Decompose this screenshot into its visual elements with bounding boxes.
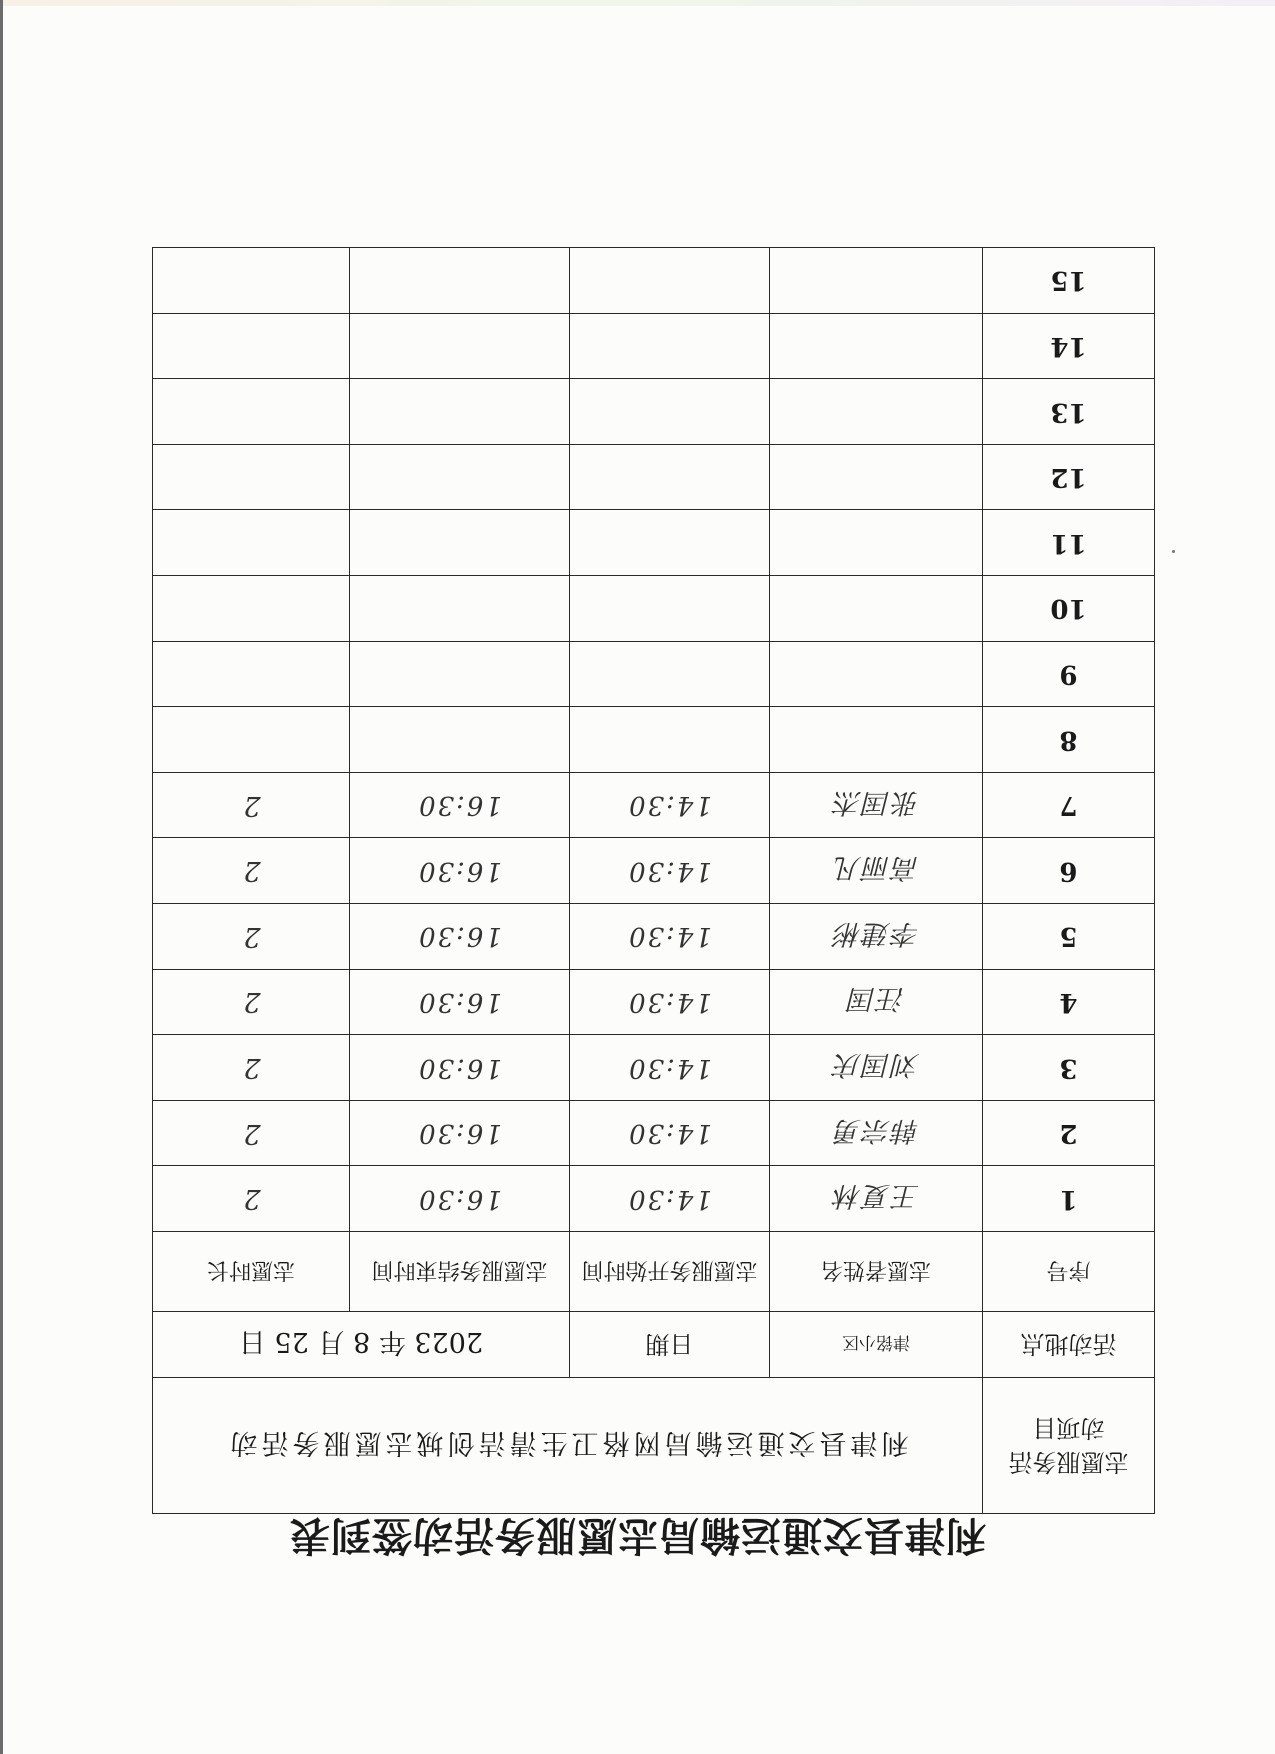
project-value: 利津县交通运输局网格卫生清洁创城志愿服务活动 bbox=[226, 1427, 909, 1458]
header-end: 志愿服务结束时间 bbox=[371, 1257, 548, 1282]
cell-name bbox=[770, 510, 983, 576]
table-row bbox=[152, 772, 1154, 838]
row-end: 16:30 bbox=[417, 1052, 502, 1083]
cell-hours bbox=[152, 641, 349, 707]
cell-hours bbox=[152, 904, 349, 970]
row-start: 14:30 bbox=[627, 790, 712, 821]
row-start: 14:30 bbox=[627, 1052, 712, 1083]
date-value: 2023 年 8 月 25 日 bbox=[238, 1326, 484, 1357]
cell-end bbox=[350, 772, 570, 838]
cell-start bbox=[570, 772, 770, 838]
cell-start bbox=[570, 707, 770, 773]
cell-start bbox=[570, 379, 770, 445]
row-number: 6 bbox=[1059, 855, 1078, 886]
cell-no bbox=[983, 248, 1155, 314]
table-row bbox=[152, 641, 1154, 707]
cell-end bbox=[350, 576, 570, 642]
row-end: 16:30 bbox=[417, 1183, 502, 1214]
row-name: 韩宗勇 bbox=[832, 1114, 920, 1146]
cell-no bbox=[983, 1166, 1155, 1232]
cell-start bbox=[570, 641, 770, 707]
cell-start bbox=[570, 444, 770, 510]
row-number: 13 bbox=[1050, 396, 1087, 427]
cell-end bbox=[350, 379, 570, 445]
row-name: 李建彬 bbox=[832, 917, 920, 949]
location-value: 津铭小区 bbox=[842, 1332, 910, 1352]
table-row bbox=[152, 313, 1154, 379]
table-row bbox=[152, 904, 1154, 970]
date-label-cell bbox=[570, 1312, 770, 1378]
table-row bbox=[152, 707, 1154, 773]
cell-name bbox=[770, 707, 983, 773]
row-start: 14:30 bbox=[627, 921, 712, 952]
table-row bbox=[152, 444, 1154, 510]
cell-start bbox=[570, 576, 770, 642]
row-name: 张国杰 bbox=[832, 786, 920, 818]
cell-no bbox=[983, 641, 1155, 707]
cell-name bbox=[770, 444, 983, 510]
row-number: 9 bbox=[1059, 658, 1078, 689]
cell-end bbox=[350, 248, 570, 314]
cell-no bbox=[983, 772, 1155, 838]
row-end: 16:30 bbox=[417, 921, 502, 952]
cell-end bbox=[350, 444, 570, 510]
cell-no bbox=[983, 707, 1155, 773]
table-row bbox=[152, 379, 1154, 445]
row-hours: 2 bbox=[241, 986, 261, 1018]
cell-no bbox=[983, 576, 1155, 642]
cell-name bbox=[770, 772, 983, 838]
scan-speck bbox=[1172, 550, 1175, 553]
cell-name bbox=[770, 576, 983, 642]
project-label-cell bbox=[983, 1378, 1155, 1514]
sign-in-table bbox=[152, 247, 1155, 1514]
cell-end bbox=[350, 1035, 570, 1101]
header-name: 志愿者姓名 bbox=[821, 1257, 932, 1282]
row-end: 16:30 bbox=[417, 1118, 502, 1149]
cell-no bbox=[983, 1100, 1155, 1166]
table-row bbox=[152, 1166, 1154, 1232]
row-hours: 2 bbox=[241, 789, 261, 821]
table-row bbox=[152, 838, 1154, 904]
row-start: 14:30 bbox=[627, 855, 712, 886]
row-start: 14:30 bbox=[627, 1183, 712, 1214]
cell-hours bbox=[152, 707, 349, 773]
cell-no bbox=[983, 969, 1155, 1035]
row-number: 1 bbox=[1059, 1183, 1078, 1214]
cell-hours bbox=[152, 576, 349, 642]
table-row bbox=[152, 969, 1154, 1035]
location-label: 活动地点 bbox=[1020, 1330, 1117, 1359]
row-number: 3 bbox=[1059, 1052, 1078, 1083]
header-no-cell bbox=[983, 1232, 1155, 1312]
cell-no bbox=[983, 904, 1155, 970]
date-value-cell bbox=[152, 1312, 569, 1378]
cell-name bbox=[770, 1100, 983, 1166]
header-row bbox=[152, 1232, 1154, 1312]
table-row bbox=[152, 1100, 1154, 1166]
cell-end bbox=[350, 510, 570, 576]
row-hours: 2 bbox=[241, 1183, 261, 1215]
row-hours: 2 bbox=[241, 920, 261, 952]
cell-hours bbox=[152, 838, 349, 904]
table-row bbox=[152, 576, 1154, 642]
row-name: 高丽凡 bbox=[832, 852, 920, 884]
cell-name bbox=[770, 1035, 983, 1101]
cell-name bbox=[770, 969, 983, 1035]
sheet-title: 利津县交通运输局志愿服务活动签到表 bbox=[289, 1512, 986, 1558]
row-number: 4 bbox=[1059, 986, 1078, 1017]
cell-end bbox=[350, 1100, 570, 1166]
cell-name bbox=[770, 313, 983, 379]
cell-hours bbox=[152, 379, 349, 445]
cell-start bbox=[570, 1035, 770, 1101]
row-number: 11 bbox=[1050, 527, 1087, 558]
header-name-cell bbox=[770, 1232, 983, 1312]
cell-name bbox=[770, 248, 983, 314]
row-name: 王夏林 bbox=[832, 1180, 920, 1212]
cell-end bbox=[350, 641, 570, 707]
row-number: 5 bbox=[1059, 921, 1078, 952]
location-value-cell bbox=[770, 1312, 983, 1378]
project-label: 志愿服务活动项目 bbox=[1008, 1414, 1129, 1477]
location-date-row bbox=[152, 1312, 1154, 1378]
cell-end bbox=[350, 1166, 570, 1232]
project-row bbox=[152, 1378, 1154, 1514]
cell-name bbox=[770, 904, 983, 970]
location-label-cell bbox=[983, 1312, 1155, 1378]
table-row bbox=[152, 248, 1154, 314]
cell-name bbox=[770, 379, 983, 445]
cell-end bbox=[350, 707, 570, 773]
cell-hours bbox=[152, 1100, 349, 1166]
cell-no bbox=[983, 510, 1155, 576]
cell-end bbox=[350, 838, 570, 904]
row-number: 10 bbox=[1050, 593, 1087, 624]
row-number: 15 bbox=[1050, 265, 1087, 296]
row-end: 16:30 bbox=[417, 855, 502, 886]
date-label: 日期 bbox=[645, 1330, 694, 1359]
cell-start bbox=[570, 1100, 770, 1166]
header-start-cell bbox=[570, 1232, 770, 1312]
row-number: 14 bbox=[1050, 330, 1087, 361]
cell-hours bbox=[152, 1035, 349, 1101]
header-no: 序号 bbox=[1046, 1257, 1091, 1282]
cell-no bbox=[983, 838, 1155, 904]
cell-name bbox=[770, 641, 983, 707]
cell-start bbox=[570, 838, 770, 904]
cell-no bbox=[983, 379, 1155, 445]
row-name: 刘国庆 bbox=[832, 1049, 920, 1081]
header-hours: 志愿时长 bbox=[206, 1257, 295, 1282]
cell-hours bbox=[152, 510, 349, 576]
cell-no bbox=[983, 313, 1155, 379]
cell-start bbox=[570, 969, 770, 1035]
row-number: 12 bbox=[1050, 462, 1087, 493]
project-value-cell bbox=[152, 1378, 982, 1514]
table-row bbox=[152, 1035, 1154, 1101]
cell-end bbox=[350, 969, 570, 1035]
cell-hours bbox=[152, 444, 349, 510]
row-hours: 2 bbox=[241, 1052, 261, 1084]
cell-end bbox=[350, 904, 570, 970]
row-hours: 2 bbox=[241, 1117, 261, 1149]
cell-start bbox=[570, 904, 770, 970]
row-number: 8 bbox=[1059, 724, 1078, 755]
header-end-cell bbox=[350, 1232, 570, 1312]
cell-hours bbox=[152, 248, 349, 314]
cell-hours bbox=[152, 313, 349, 379]
cell-hours bbox=[152, 772, 349, 838]
row-hours: 2 bbox=[241, 855, 261, 887]
header-hours-cell bbox=[152, 1232, 349, 1312]
row-number: 7 bbox=[1059, 790, 1078, 821]
cell-hours bbox=[152, 969, 349, 1035]
row-end: 16:30 bbox=[417, 790, 502, 821]
header-start: 志愿服务开始时间 bbox=[581, 1257, 758, 1282]
row-end: 16:30 bbox=[417, 986, 502, 1017]
cell-hours bbox=[152, 1166, 349, 1232]
row-start: 14:30 bbox=[627, 986, 712, 1017]
row-number: 2 bbox=[1059, 1118, 1078, 1149]
cell-end bbox=[350, 313, 570, 379]
cell-start bbox=[570, 313, 770, 379]
cell-start bbox=[570, 248, 770, 314]
cell-no bbox=[983, 444, 1155, 510]
cell-start bbox=[570, 1166, 770, 1232]
row-name: 汪国 bbox=[847, 983, 905, 1015]
cell-name bbox=[770, 838, 983, 904]
table-row bbox=[152, 510, 1154, 576]
cell-no bbox=[983, 1035, 1155, 1101]
cell-name bbox=[770, 1166, 983, 1232]
cell-start bbox=[570, 510, 770, 576]
row-start: 14:30 bbox=[627, 1118, 712, 1149]
